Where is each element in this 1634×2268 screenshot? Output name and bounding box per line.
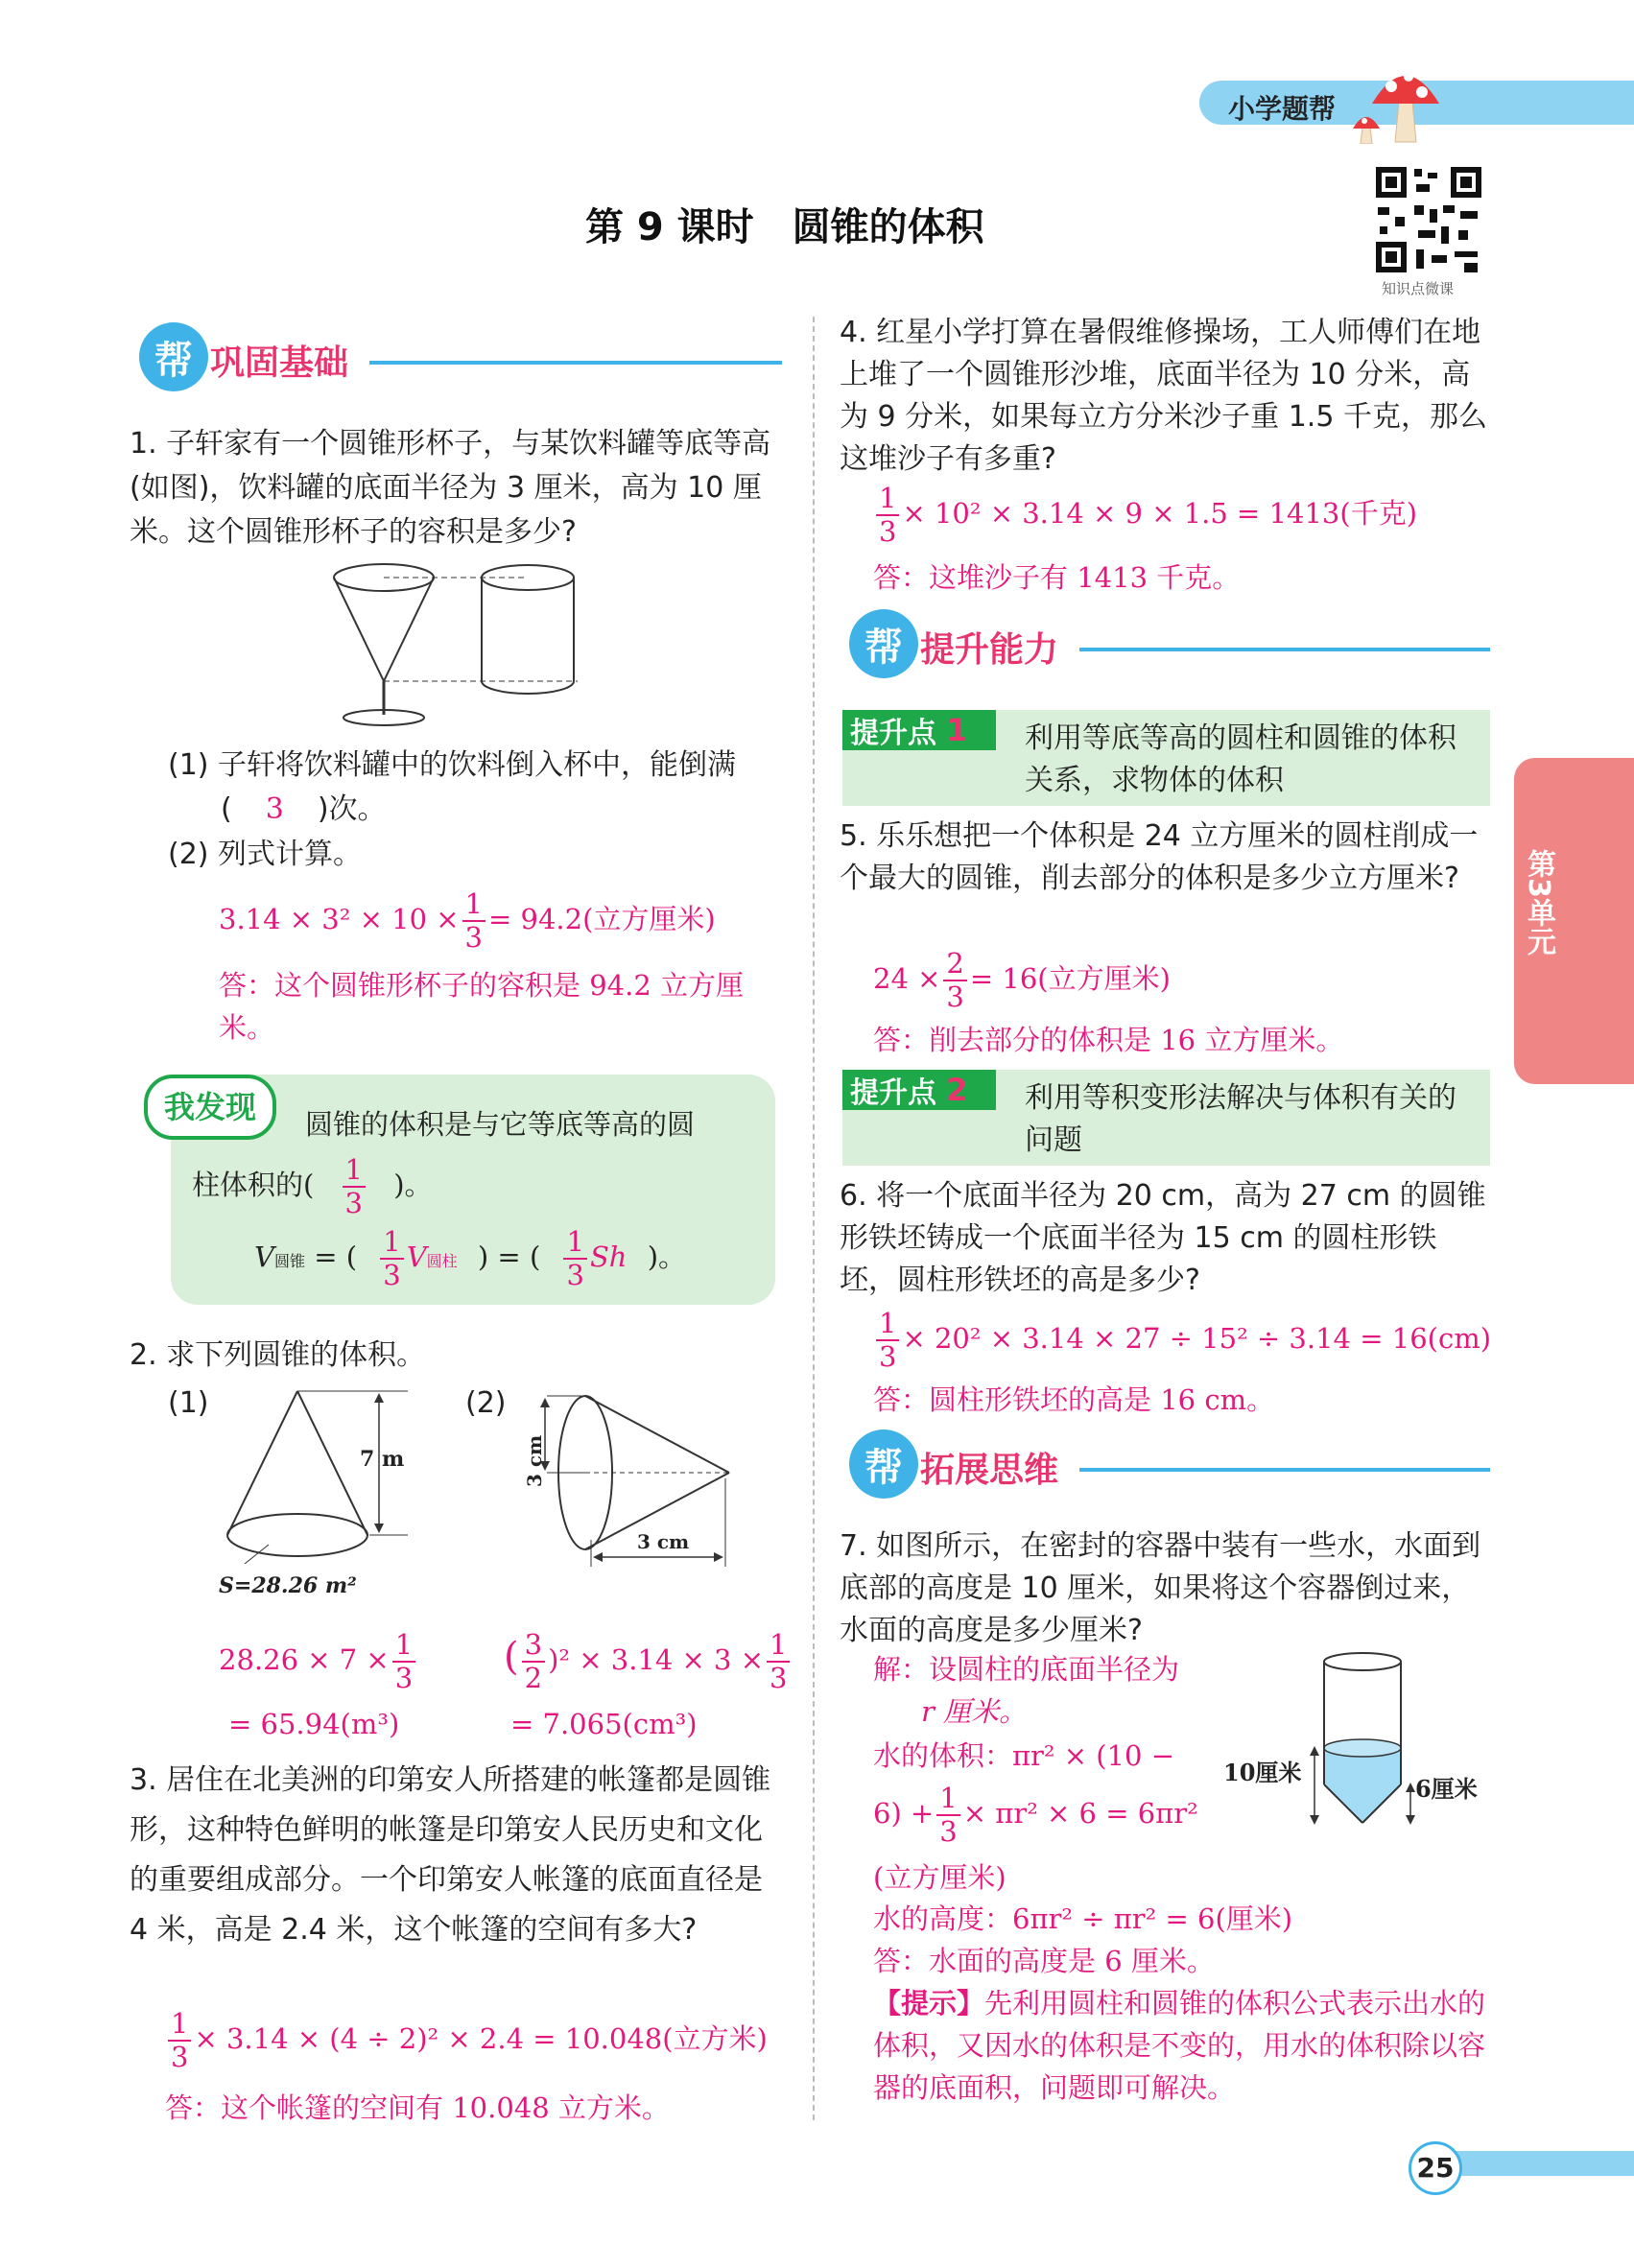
- section-badge: 帮: [849, 1429, 918, 1499]
- brand-label: 小学题帮: [1228, 93, 1337, 125]
- q2-calc1: 28.26 × 7 × $\frac{1}{3}$: [219, 1631, 418, 1692]
- section-rule: [1079, 1468, 1490, 1472]
- q2-label2: (2): [465, 1386, 507, 1420]
- q7-l3: 水的体积：πr² × (10 −: [873, 1739, 1175, 1772]
- q7-hint: 【提示】先利用圆柱和圆锥的体积公式表示出水的体积，又因水的体积是不变的，用水的体积除以容器的底面积，问题即可解决。: [873, 1987, 1486, 2104]
- q1-answer: 答：这个圆锥形杯子的容积是 94.2 立方厘米。: [219, 969, 745, 1044]
- q2-res2: = 7.065(cm³): [510, 1708, 698, 1740]
- section-title: 提升能力: [920, 630, 1059, 670]
- section-title: 拓展思维: [920, 1451, 1059, 1490]
- q2-h1: 7 m: [360, 1447, 405, 1472]
- q7-l6: 水的高度：6πr² ÷ πr² = 6(厘米): [873, 1902, 1293, 1935]
- q7-fig-h1: 10厘米: [1223, 1759, 1302, 1786]
- section-rule: [369, 361, 782, 365]
- q1-part2: (2) 列式计算。: [168, 838, 363, 871]
- q1-figure: [326, 556, 595, 739]
- q5-stem: 5. 乐乐想把一个体积是 24 立方厘米的圆柱削成一个最大的圆锥，削去部分的体积是多少立方厘米?: [840, 819, 1479, 895]
- q4-stem: 4. 红星小学打算在暑假维修操场，工人师傅们在地上堆了一个圆锥形沙堆，底面半径为 10 分米，高为 9 分米，如果每立方分米沙子重 1.5 千克，那么这堆沙子有多重?: [840, 316, 1487, 476]
- q5-calc: 24 × $\frac{2}{3}$ = 16(立方厘米): [873, 947, 1171, 1013]
- q2-area: S=28.26 m²: [219, 1573, 357, 1598]
- point1-tag: 提升点 1: [842, 710, 996, 750]
- point1-text: 利用等底等高的圆柱和圆锥的体积关系，求物体的体积: [1025, 721, 1456, 797]
- q3-calc: $\frac{1}{3}$ × 3.14 × (4 ÷ 2)² × 2.4 = 10.048(立方米): [165, 2010, 768, 2071]
- q1-stem: 1. 子轩家有一个圆锥形杯子，与某饮料罐等底等高(如图)，饮料罐的底面半径为 3 厘米，高为 10 厘米。这个圆锥形杯子的容积是多少?: [130, 427, 771, 549]
- q7-l5: (立方厘米): [873, 1861, 1006, 1894]
- q1-calc: 3.14 × 3² × 10 × $\frac{1}{3}$ = 94.2(立方厘米): [219, 887, 716, 954]
- q7-container-figure: [1305, 1650, 1449, 1832]
- page-number: 25: [1409, 2141, 1462, 2195]
- unit-tab-label: 第3单元: [1522, 849, 1555, 956]
- q1-answer-blank[interactable]: 3: [265, 792, 284, 826]
- q2-label1: (1): [168, 1386, 209, 1420]
- q4-calc: $\frac{1}{3}$ × 10² × 3.14 × 9 × 1.5 = 1413(千克): [873, 484, 1417, 546]
- q2-calc2: ( $\frac{3}{2}$ )² × 3.14 × 3 × $\frac{1}{3}$: [504, 1631, 793, 1692]
- section-title: 巩固基础: [210, 343, 349, 383]
- q3-answer: 答：这个帐篷的空间有 10.048 立方米。: [165, 2091, 670, 2124]
- q6-calc: $\frac{1}{3}$ × 20² × 3.14 × 27 ÷ 15² ÷ 3.14 = 16(cm): [873, 1310, 1491, 1371]
- section-header-expand: [849, 1429, 1492, 1506]
- column-divider: [813, 317, 815, 2120]
- mushroom-icon: [1353, 58, 1468, 144]
- point2-tag: 提升点 2: [842, 1070, 996, 1110]
- q7-fig-h2: 6厘米: [1415, 1775, 1478, 1803]
- section-header-improve: [849, 609, 1492, 686]
- q7-l1: 解：设圆柱的底面半径为: [873, 1653, 1180, 1686]
- qr-code[interactable]: [1372, 163, 1485, 276]
- q2-h2: 3 cm: [633, 1530, 693, 1553]
- q7-stem: 7. 如图所示，在密封的容器中装有一些水，水面到底部的高度是 10 厘米，如果将这个容器倒过来，水面的高度是多少厘米?: [840, 1529, 1481, 1647]
- q2-res1: = 65.94(m³): [228, 1708, 400, 1740]
- q6-stem: 6. 将一个底面半径为 20 cm，高为 27 cm 的圆锥形铁坯铸成一个底面半径为 15 cm 的圆柱形铁坯，圆柱形铁坯的高是多少?: [840, 1179, 1486, 1297]
- qr-caption: 知识点微课: [1382, 280, 1455, 297]
- point1-box: [842, 710, 1490, 806]
- section-rule: [1079, 648, 1490, 651]
- q2-cone1-figure: [216, 1382, 417, 1564]
- discover-line2: 柱体积的( $\frac{1}{3}$ )。: [192, 1153, 433, 1219]
- discover-line1: 圆锥的体积是与它等底等高的圆: [305, 1108, 696, 1141]
- q5-answer: 答：削去部分的体积是 16 立方厘米。: [873, 1024, 1344, 1056]
- discover-formula: V圆锥 = ( $\frac{1}{3}$ V圆柱 ) = ( $\frac{1}{3}$ Sh )。: [254, 1225, 687, 1291]
- point2-box: [842, 1070, 1490, 1166]
- q2-r2: 3 cm: [523, 1434, 546, 1487]
- q7-l2: r 厘米。: [921, 1695, 1028, 1728]
- q4-answer: 答：这堆沙子有 1413 千克。: [873, 561, 1241, 594]
- q6-answer: 答：圆柱形铁坯的高是 16 cm。: [873, 1383, 1275, 1416]
- page-title: 第 9 课时 圆锥的体积: [585, 205, 984, 249]
- q3-stem: 3. 居住在北美洲的印第安人所搭建的帐篷都是圆锥形，这种特色鲜明的帐篷是印第安人民历史和文化的重要组成部分。一个印第安人帐篷的底面直径是 4 米，高是 2.4 米，这个帐篷的空间有多大?: [130, 1763, 771, 1947]
- q1-part1: (1) 子轩将饮料罐中的饮料倒入杯中，能倒满 ( 3 )次。: [168, 744, 782, 832]
- q7-l4: 6) + $\frac{1}{3}$ × πr² × 6 = 6πr²: [873, 1782, 1198, 1848]
- section-badge: 帮: [849, 609, 918, 678]
- section-badge: 帮: [139, 322, 208, 391]
- q7-l7: 答：水面的高度是 6 厘米。: [873, 1945, 1215, 1977]
- q2-stem: 2. 求下列圆锥的体积。: [130, 1338, 426, 1372]
- point2-text: 利用等积变形法解决与体积有关的问题: [1025, 1081, 1456, 1157]
- section-header-consolidate: [139, 322, 782, 399]
- discover-tag: 我发现: [144, 1075, 276, 1140]
